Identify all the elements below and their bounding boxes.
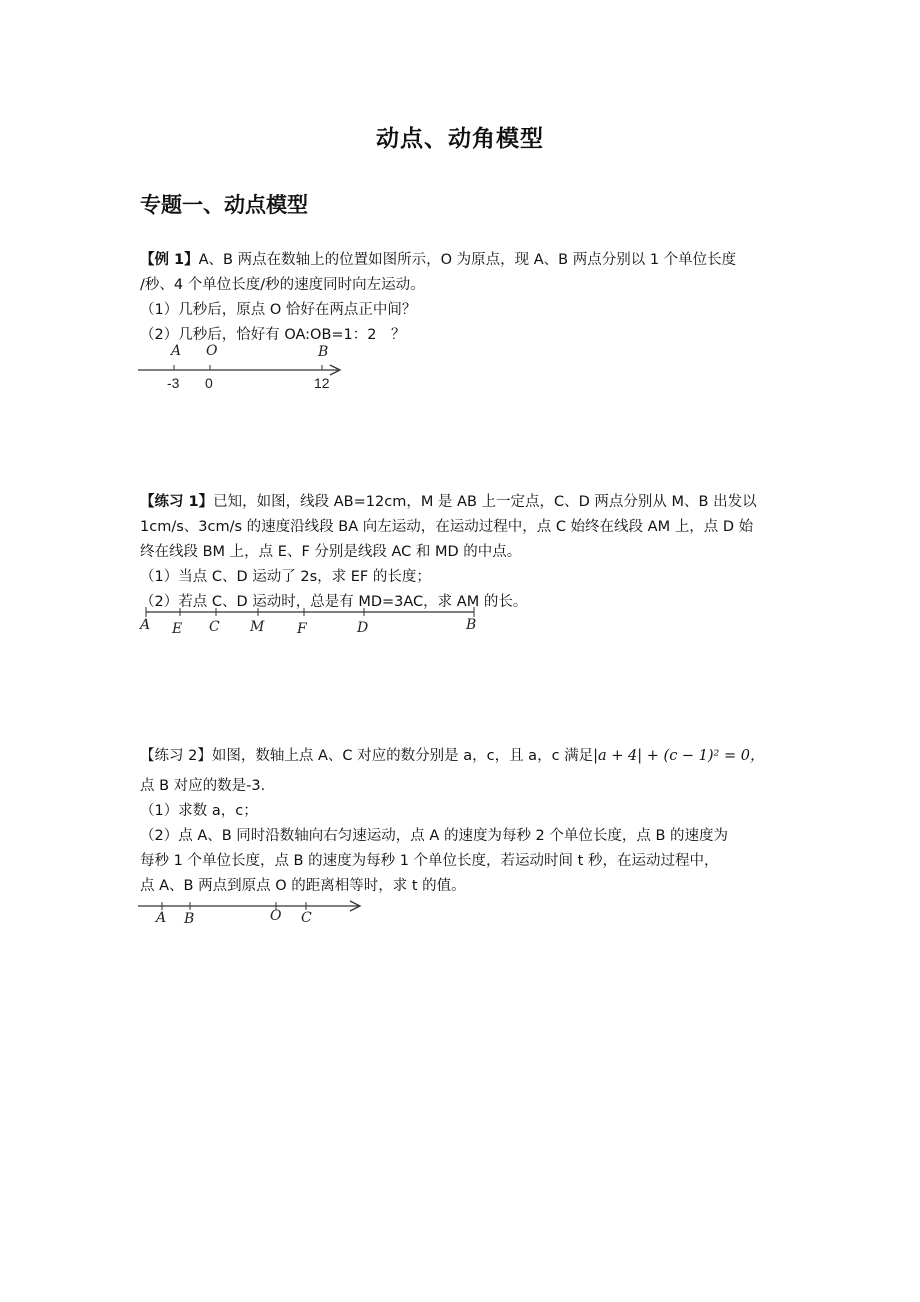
point-b-label: B [466,617,477,633]
example-1-line-2: /秒、4 个单位长度/秒的速度同时向左运动。 [140,277,425,293]
practice-1-line-3: 终在线段 BM 上，点 E、F 分别是线段 AC 和 MD 的中点。 [140,544,522,560]
practice-2-question-1: （1）求数 a，c； [140,803,258,819]
point-f-label: F [297,621,307,637]
practice-1-question-2: （2）若点 C、D 运动时，总是有 MD=3AC，求 AM 的长。 [140,594,528,610]
example-1-number-line [138,340,358,395]
point-a-label: A [140,617,151,633]
point-m-label: M [250,619,265,635]
example-1-tag: 【例 1】 [140,252,199,268]
example-1-question-2: （2）几秒后，恰好有 OA:OB=1：2 ？ [140,327,406,343]
point-a-label: A [156,910,167,926]
practice-2 [140,745,785,899]
practice-2-number-line [138,898,368,930]
practice-2-question-2-line-2: 每秒 1 个单位长度，点 B 的速度为每秒 1 个单位长度，若运动时间 t 秒，在运动过程中， [140,853,719,869]
practice-2-line-1: 【练习 2】如图，数轴上点 A、C 对应的数分别是 a，c，且 a，c 满足|a + 4| + (c − 1)² = 0， [140,748,765,764]
practice-1-tag: 【练习 1】 [140,494,214,510]
point-c-label: C [301,910,312,926]
point-b-label: B [318,344,329,360]
point-o-label: O [206,343,218,359]
page-title: 动点、动角模型 [376,126,544,152]
condition-formula: |a + 4| + (c − 1)² = 0， [593,748,765,764]
point-b-value: 12 [314,375,330,391]
practice-1-line-2: 1cm/s、3cm/s 的速度沿线段 BA 向左运动，在运动过程中，点 C 始终在线段 AM 上，点 D 始 [140,519,754,535]
point-o-label: O [270,908,282,924]
practice-2-line-2: 点 B 对应的数是-3. [140,778,266,794]
practice-1-question-1: （1）当点 C、D 运动了 2s，求 EF 的长度； [140,569,431,585]
practice-2-question-2-line-3: 点 A、B 两点到原点 O 的距离相等时，求 t 的值。 [140,878,466,894]
practice-1-segment-diagram [138,604,483,639]
point-o-value: 0 [205,375,213,391]
point-c-label: C [209,619,220,635]
section-heading: 专题一、动点模型 [140,193,308,217]
practice-1-line-1: 【练习 1】已知，如图，线段 AB=12cm，M 是 AB 上一定点，C、D 两点分别从 M、B 出发以 [140,494,757,510]
point-a-label: A [171,343,182,359]
point-d-label: D [357,620,369,636]
point-e-label: E [172,621,183,637]
point-a-value: -3 [167,375,180,391]
practice-2-question-2-line-1: （2）点 A、B 同时沿数轴向右匀速运动，点 A 的速度为每秒 2 个单位长度，点 B 的速度为 [140,828,729,844]
example-1 [140,248,785,348]
example-1-line-1: 【例 1】A、B 两点在数轴上的位置如图所示，O 为原点，现 A、B 两点分别以 1 个单位长度 [140,252,737,268]
practice-1 [140,490,785,615]
point-b-label: B [184,911,195,927]
example-1-question-1: （1）几秒后，原点 O 恰好在两点正中间？ [140,302,417,318]
practice-2-tag: 【练习 2】 [140,748,212,764]
